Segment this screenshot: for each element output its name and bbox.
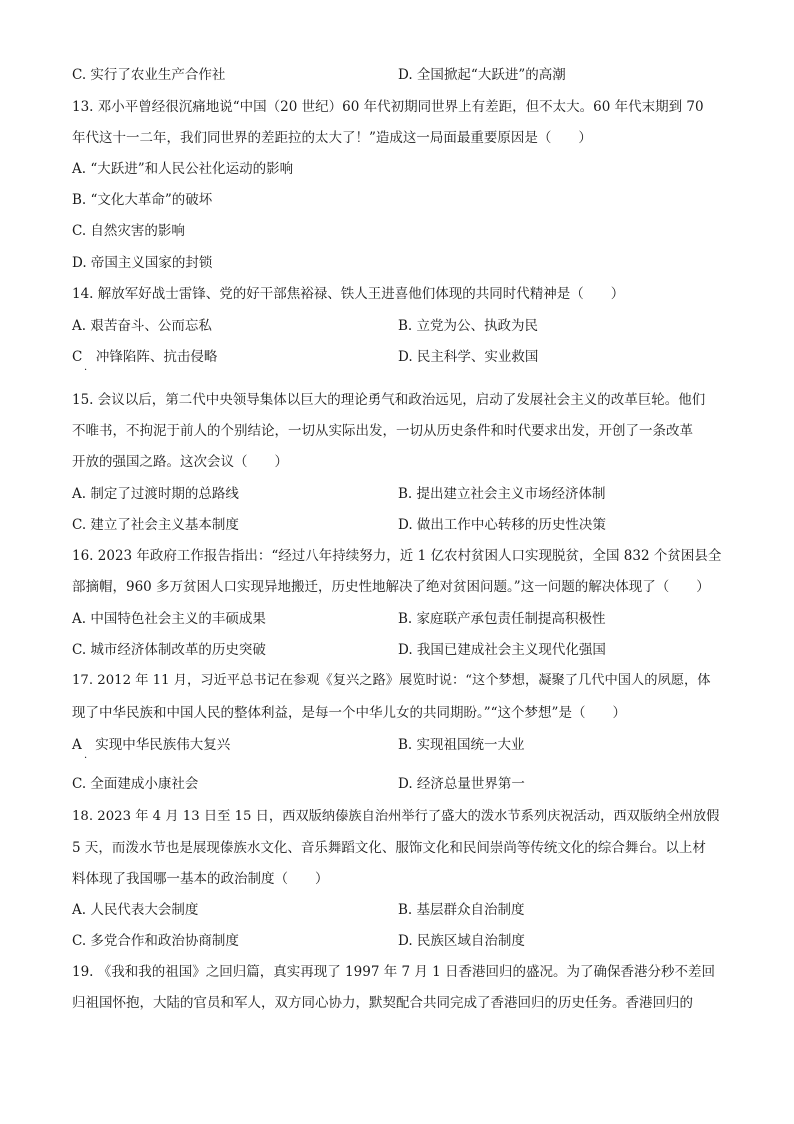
q18-option-c: C. 多党合作和政治协商制度: [72, 933, 239, 949]
q13-option-d: D. 帝国主义国家的封锁: [72, 255, 213, 271]
q16-option-b: B. 家庭联产承包责任制提高积极性: [398, 611, 606, 627]
q13-option-a: A. “大跃进”和人民公社化运动的影响: [72, 161, 294, 177]
q18-option-d: D. 民族区域自治制度: [398, 933, 525, 949]
q14-option-c: C 冲锋陷阵、抗击侵略: [72, 349, 218, 365]
q13-option-c: C. 自然灾害的影响: [72, 223, 185, 239]
q12-option-d: D. 全国掀起“大跃进”的高潮: [398, 67, 566, 83]
q13-stem-line1: 13. 邓小平曾经很沉痛地说“中国（20 世纪）60 年代初期同世界上有差距，但不太大。60 年代末期到 70: [72, 99, 704, 115]
q17-option-d: D. 经济总量世界第一: [398, 776, 525, 792]
q15-stem-line3: 开放的强国之路。这次会议（ ）: [72, 454, 288, 470]
q16-stem-line1: 16. 2023 年政府工作报告指出：“经过八年持续努力，近 1 亿农村贫困人口实现脱贫，全国 832 个贫困县全: [72, 548, 722, 564]
q16-option-d: D. 我国已建成社会主义现代化强国: [398, 642, 606, 658]
q15-stem-line2: 不唯书，不拘泥于前人的个别结论，一切从实际出发，一切从历史条件和时代要求出发，开创了一条改革: [72, 423, 693, 439]
q17-stem-line2: 现了中华民族和中国人民的整体利益，是每一个中华儿女的共同期盼。”“这个梦想”是（ ）: [72, 705, 626, 721]
q16-option-c: C. 城市经济体制改革的历史突破: [72, 642, 266, 658]
q15-option-c: C. 建立了社会主义基本制度: [72, 517, 239, 533]
q13-option-b: B. “文化大革命”的破坏: [72, 192, 213, 208]
q15-option-a: A. 制定了过渡时期的总路线: [72, 486, 239, 502]
q16-option-a: A. 中国特色社会主义的丰硕成果: [72, 611, 266, 627]
q19-stem-line1: 19. 《我和我的祖国》之回归篇，真实再现了 1997 年 7 月 1 日香港回归的盛况。为了确保香港分秒不差回: [72, 964, 716, 980]
q15-option-b: B. 提出建立社会主义市场经济体制: [398, 486, 606, 502]
stray-dot-mark: ·: [84, 753, 88, 764]
q18-stem-line3: 料体现了我国哪一基本的政治制度（ ）: [72, 871, 329, 887]
q17-option-c: C. 全面建成小康社会: [72, 776, 199, 792]
q17-option-a: A 实现中华民族伟大复兴: [72, 737, 231, 753]
q12-option-c: C. 实行了农业生产合作社: [72, 67, 226, 83]
q14-option-d: D. 民主科学、实业救国: [398, 349, 539, 365]
q14-stem: 14. 解放军好战士雷锋、党的好干部焦裕禄、铁人王进喜他们体现的共同时代精神是（ ）: [72, 286, 625, 302]
q13-stem-line2: 年代这十一二年，我们同世界的差距拉的太大了！”造成这一局面最重要原因是（ ）: [72, 130, 592, 146]
stray-dot-mark: ·: [84, 365, 88, 376]
q14-option-b: B. 立党为公、执政为民: [398, 318, 539, 334]
q15-stem-line1: 15. 会议以后，第二代中央领导集体以巨大的理论勇气和政治远见，启动了发展社会主义的改革巨轮。他们: [72, 392, 706, 408]
q15-option-d: D. 做出工作中心转移的历史性决策: [398, 517, 606, 533]
q19-stem-line2: 归祖国怀抱，大陆的官员和军人，双方同心协力，默契配合共同完成了香港回归的历史任务。香港回归的: [72, 995, 693, 1011]
q18-option-a: A. 人民代表大会制度: [72, 902, 199, 918]
q18-option-b: B. 基层群众自治制度: [398, 902, 525, 918]
q17-option-b: B. 实现祖国统一大业: [398, 737, 525, 753]
q14-option-a: A. 艰苦奋斗、公而忘私: [72, 318, 212, 334]
q16-stem-line2: 部摘帽，960 多万贫困人口实现异地搬迁，历史性地解决了绝对贫困问题。”这一问题的解决体现了（ ）: [72, 579, 710, 595]
q18-stem-line2: 5 天，而泼水节也是展现傣族水文化、音乐舞蹈文化、服饰文化和民间崇尚等传统文化的综合舞台。以上材: [72, 840, 706, 856]
q18-stem-line1: 18. 2023 年 4 月 13 日至 15 日，西双版纳傣族自治州举行了盛大的泼水节系列庆祝活动，西双版纳全州放假: [72, 809, 720, 824]
q17-stem-line1: 17. 2012 年 11 月，习近平总书记在参观《复兴之路》展览时说：“这个梦想，凝聚了几代中国人的夙愿，体: [72, 673, 711, 688]
